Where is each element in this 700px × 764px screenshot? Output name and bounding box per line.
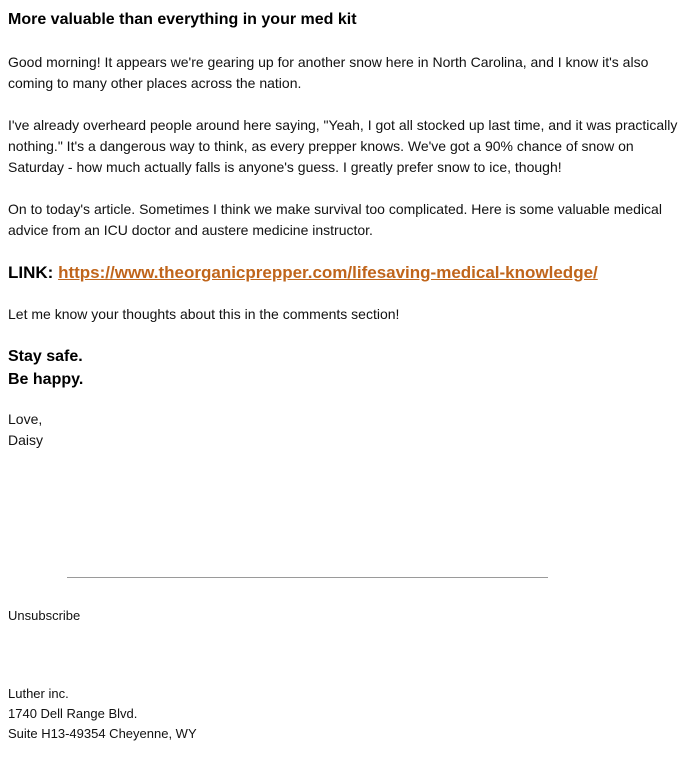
paragraph-article-intro: On to today's article. Sometimes I think we make survival too complicated. Here is some valuable medical advice from an ICU doctor and austere medicine instructor. — [8, 201, 662, 238]
closing-block — [8, 409, 692, 451]
address-line-city: Suite H13-49354 Cheyenne, WY — [8, 726, 197, 741]
address-line-street: 1740 Dell Range Blvd. — [8, 706, 138, 721]
signature: Daisy — [8, 432, 44, 448]
article-link[interactable]: https://www.theorganicprepper.com/lifesaving-medical-knowledge/ — [58, 263, 598, 282]
comments-prompt: Let me know your thoughts about this in the comments section! — [8, 306, 400, 322]
closing: Love, — [8, 411, 43, 427]
paragraph-greeting: Good morning! It appears we're gearing up for another snow here in North Carolina, and I know it's also coming to many other places across the nation. — [8, 54, 649, 91]
article-link-line — [8, 262, 692, 284]
email-title: More valuable than everything in your med kit — [8, 11, 357, 28]
signoff-line-stay-safe: Stay safe. — [8, 348, 83, 365]
email-body — [8, 10, 692, 451]
paragraph-snow: I've already overheard people around here saying, "Yeah, I got all stocked up last time, and it was practically nothing." It's a dangerous way to think, as every prepper knows. We've got a 90% chance of snow on Saturday - how much actually falls is anyone's guess. I greatly prefer snow to ice, though! — [8, 117, 678, 175]
unsubscribe-link[interactable]: Unsubscribe — [8, 608, 81, 623]
link-label: LINK: — [8, 263, 54, 282]
mailing-address — [8, 684, 197, 744]
signoff — [8, 345, 692, 391]
footer-divider — [67, 577, 548, 578]
signoff-line-be-happy: Be happy. — [8, 371, 84, 388]
address-line-company: Luther inc. — [8, 686, 69, 701]
